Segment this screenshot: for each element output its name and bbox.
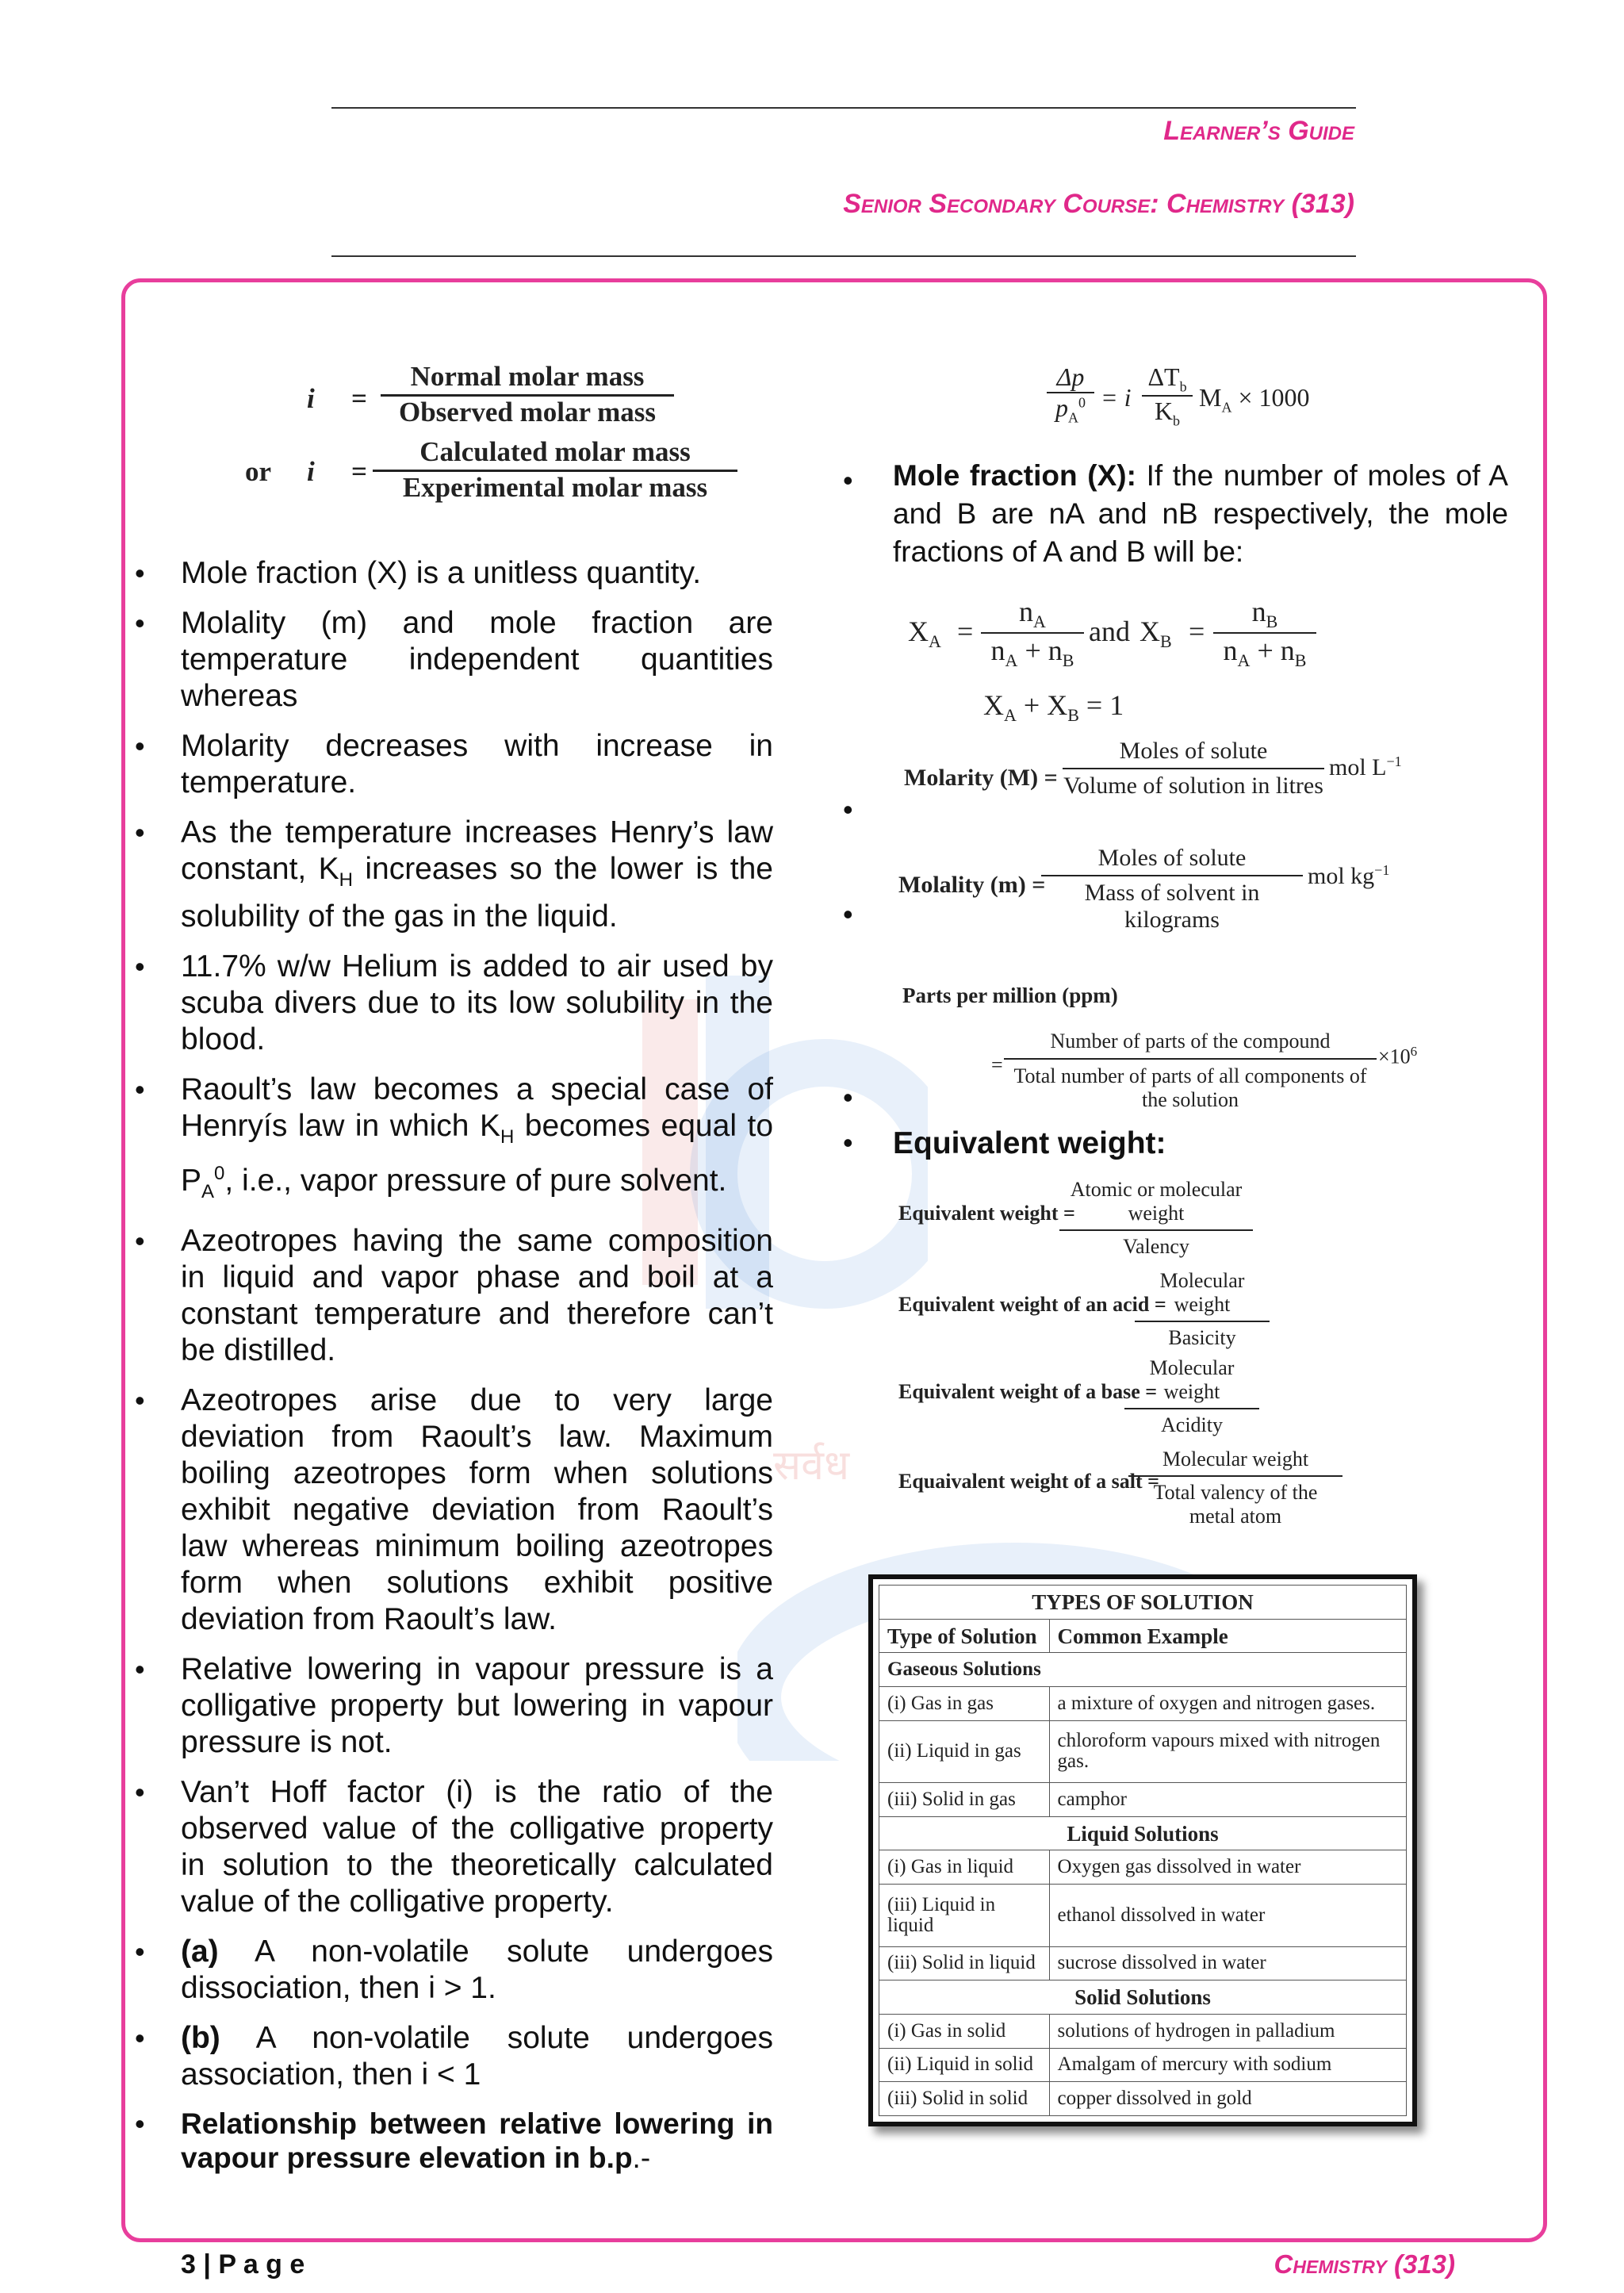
table-cell: (ii) Liquid in solid xyxy=(879,2048,1050,2082)
types-of-solution-table xyxy=(868,1574,1417,2126)
or-label: or xyxy=(245,456,272,487)
molality-formula xyxy=(898,845,1406,933)
table-row xyxy=(879,1850,1407,1885)
i-label-2: i xyxy=(307,456,315,487)
xb-den-sub-a: A xyxy=(1237,650,1251,671)
eq-row-1-num: Atomic or molecular weight xyxy=(1059,1178,1253,1231)
eq-row-3-den: Acidity xyxy=(1161,1413,1223,1436)
eq-row-1-den: Valency xyxy=(1123,1235,1189,1258)
xb-den-na: n xyxy=(1223,635,1238,667)
sum-formula xyxy=(983,688,1124,726)
eq-row-4-label-text: Equaivalent weight of a salt = xyxy=(898,1470,1159,1493)
eq-row-1-label: Equivalent weight = xyxy=(898,1202,1075,1225)
relationship-tail: .- xyxy=(632,2142,651,2175)
mole-fraction-rest: If the number of moles of A and B are nA and nB respectively, the mole fractions of A and B will be: xyxy=(893,459,1508,568)
relation-delta-t: ΔT xyxy=(1147,362,1180,391)
mole-fraction-bold: Mole fraction (X): xyxy=(893,459,1136,492)
normal-molar-mass: Normal molar mass xyxy=(381,361,674,397)
xb-num-sub: B xyxy=(1266,612,1278,632)
relation-m-sub: A xyxy=(1221,399,1232,416)
relation-times-1000: × 1000 xyxy=(1238,383,1310,412)
xa-den-na: n xyxy=(990,635,1005,667)
xb-denominator xyxy=(1213,634,1316,671)
xb-sub: B xyxy=(1160,631,1172,652)
equivalent-formulas xyxy=(898,1178,1406,1527)
ppm-sup: 6 xyxy=(1410,1044,1418,1059)
table-cell: sucrose dissolved in water xyxy=(1049,1946,1406,1980)
table-title-row xyxy=(879,1586,1407,1620)
table-cell: (ii) Liquid in gas xyxy=(879,1720,1050,1782)
i-label: i xyxy=(307,383,315,414)
eq-row-3-num: Molecular weight xyxy=(1124,1356,1259,1409)
table-cell: (iii) Solid in gas xyxy=(879,1783,1050,1817)
raoult-sup: 0 xyxy=(214,1162,225,1184)
bullet-dot-mole-fraction: • xyxy=(843,464,853,497)
xa-fraction xyxy=(981,595,1084,671)
table-cell: (iii) Solid in liquid xyxy=(879,1946,1050,1980)
xa-x: X xyxy=(908,615,929,647)
xa-den-plus: + xyxy=(1025,635,1041,667)
left-column xyxy=(135,555,773,2188)
molality-label: Molality (m) = xyxy=(898,872,1046,898)
henry-text-post: increases so the lower is the solubility of the gas in the liquid. xyxy=(181,852,773,934)
table-row xyxy=(879,2048,1407,2082)
eq-row-2-label-text: Equivalent weight of an acid = xyxy=(898,1293,1166,1316)
xa-den-sub-b: B xyxy=(1062,650,1074,671)
footer-subject: Chemistry (313) xyxy=(1274,2249,1455,2279)
calculated-molar-mass-fraction xyxy=(373,436,737,504)
bullet-azeotropes-deviation: • Azeotropes arise due to very large deviation from Raoult’s law. Maximum boiling azeotropes form when solutions exhibit negative deviation from Raoult’s law whereas minimum boiling azeotropes form when solutions exhibit positive deviation from Raoult’s law. xyxy=(135,1382,773,1638)
relation-p-sup: 0 xyxy=(1078,394,1086,411)
course-title: Senior Secondary Course: Chemistry (313) xyxy=(843,189,1354,219)
xa-sub: A xyxy=(929,631,941,652)
bullet-relative-lowering: • Relative lowering in vapour pressure is a colligative property but lowering in vapour pressure is not. xyxy=(135,1651,773,1761)
association-text: A non-volatile solute undergoes association, then i < 1 xyxy=(181,2021,773,2092)
relation-delta-tb xyxy=(1142,362,1193,397)
relation-kb-sub: b xyxy=(1173,412,1181,429)
eq-row-3-fraction xyxy=(1124,1356,1259,1437)
table-row xyxy=(879,2082,1407,2116)
ppm-times: ×10 xyxy=(1378,1045,1411,1068)
ppm-multiplier xyxy=(1378,1044,1417,1069)
ppm-denominator: Total number of parts of all components of the solution xyxy=(1013,1064,1367,1111)
table-row xyxy=(879,1783,1407,1817)
table-cell: a mixture of oxygen and nitrogen gases. xyxy=(1049,1687,1406,1721)
bullet-molality-independent: • Molality (m) and mole fraction are temperature independent quantities whereas xyxy=(135,605,773,715)
molarity-unit-text: mol L xyxy=(1329,754,1387,780)
dissociation-text: A non-volatile solute undergoes dissociation, then i > 1. xyxy=(181,1934,773,2006)
xb-den-plus: + xyxy=(1257,635,1274,667)
relation-p: p xyxy=(1055,393,1068,422)
section-row-liquid xyxy=(879,1816,1407,1850)
table-cell: (iii) Solid in solid xyxy=(879,2082,1050,2116)
equivalent-heading: Equivalent weight: xyxy=(893,1126,1166,1160)
table-header-row xyxy=(879,1619,1407,1653)
eq-row-4-label xyxy=(898,1470,1159,1494)
relation-tb-sub: b xyxy=(1179,378,1187,395)
bullet-molarity-decreases: • Molarity decreases with increase in temperature. xyxy=(135,728,773,801)
ppm-numerator: Number of parts of the compound xyxy=(1004,1030,1377,1060)
bullet-dot-ppm: • xyxy=(843,1081,853,1114)
bullet-dot-equivalent: • xyxy=(843,1126,853,1159)
eq-row-2-num: Molecular weight xyxy=(1135,1269,1270,1322)
bullet-henry-constant xyxy=(135,815,773,935)
observed-molar-mass: Observed molar mass xyxy=(398,397,657,428)
table-cell: (iii) Liquid in liquid xyxy=(879,1885,1050,1946)
ppm-title: Parts per million (ppm) xyxy=(902,984,1118,1007)
eq-row-1-fraction xyxy=(1059,1178,1253,1259)
relation-left-fraction xyxy=(1047,362,1094,426)
bullet-azeotropes-composition: • Azeotropes having the same composition in liquid and vapor phase and boil at a constant temperature and therefore can’t be distilled. xyxy=(135,1223,773,1369)
xa-denominator xyxy=(981,634,1084,671)
table-row xyxy=(879,2014,1407,2048)
eq-row-4-num: Molecular weight xyxy=(1128,1448,1342,1477)
bullet-helium: • 11.7% w/w Helium is added to air used by scuba divers due to its low solubility in the blood. xyxy=(135,949,773,1058)
raoult-sub2: A xyxy=(201,1180,215,1202)
xb-symbol xyxy=(1139,615,1172,652)
eq-row-4-fraction xyxy=(1128,1448,1342,1528)
molarity-label: Molarity (M) = xyxy=(904,765,1058,791)
equals-sign: = xyxy=(351,383,367,414)
relation-pa0 xyxy=(1047,393,1094,426)
sum-plus: + xyxy=(1023,689,1040,721)
relation-k: K xyxy=(1154,397,1174,426)
eq-row-2-fraction xyxy=(1135,1269,1270,1350)
section-solid: Solid Solutions xyxy=(879,1980,1407,2015)
xa-num-sub: A xyxy=(1033,612,1046,632)
sum-xa: X xyxy=(983,689,1004,721)
bullet-dot-molarity: • xyxy=(843,793,853,826)
xb-num-n: n xyxy=(1251,596,1266,627)
vant-hoff-formula xyxy=(242,361,749,520)
bullet-mole-fraction-unitless: • Mole fraction (X) is a unitless quantity. xyxy=(135,555,773,592)
normal-molar-mass-fraction xyxy=(381,361,674,428)
relationship-bold: Relationship between relative lowering in vapour pressure elevation in b.p xyxy=(181,2107,773,2175)
henry-text-pre: As the temperature increases Henry’s law constant, K xyxy=(181,815,773,886)
table-row xyxy=(879,1720,1407,1782)
equals-sign-2: = xyxy=(351,456,367,487)
table-row xyxy=(879,1885,1407,1946)
xb-eq: = xyxy=(1189,615,1205,647)
eq-row-3-label-text: Equivalent weight of a base = xyxy=(898,1380,1158,1403)
relation-equals: = i xyxy=(1101,383,1132,412)
section-liquid: Liquid Solutions xyxy=(879,1816,1407,1850)
mole-fraction-formula xyxy=(908,595,1352,738)
and-word: and xyxy=(1089,615,1130,647)
table-title: TYPES OF SOLUTION xyxy=(879,1586,1407,1620)
mole-fraction-text xyxy=(893,457,1508,571)
molality-unit xyxy=(1308,862,1389,890)
molality-numerator: Moles of solute xyxy=(1041,845,1303,876)
table-cell: copper dissolved in gold xyxy=(1049,2082,1406,2116)
table-cell: (i) Gas in solid xyxy=(879,2014,1050,2048)
molarity-formula xyxy=(904,738,1411,817)
table-cell: solutions of hydrogen in palladium xyxy=(1049,2014,1406,2048)
eq-row-3-label xyxy=(898,1380,1157,1404)
molality-unit-sup: −1 xyxy=(1374,862,1390,878)
xa-den-sub-a: A xyxy=(1005,650,1018,671)
col-header-type: Type of Solution xyxy=(879,1619,1050,1653)
dissociation-tag: (a) xyxy=(181,1934,219,1969)
ppm-formula xyxy=(902,984,1418,1111)
table-cell: Amalgam of mercury with sodium xyxy=(1049,2048,1406,2082)
ppm-eq: = xyxy=(991,1053,1003,1076)
molarity-denominator: Volume of solution in litres xyxy=(1063,773,1323,799)
molality-denominator: Mass of solvent in kilograms xyxy=(1084,880,1260,933)
header-rule-bottom xyxy=(331,255,1356,257)
table-cell: ethanol dissolved in water xyxy=(1049,1885,1406,1946)
table-cell: (i) Gas in liquid xyxy=(879,1850,1050,1885)
header-rule-top xyxy=(331,107,1356,109)
relation-p-sub: A xyxy=(1068,409,1078,426)
section-row-gaseous xyxy=(879,1653,1407,1687)
raoult-sub: H xyxy=(500,1125,515,1148)
molarity-unit-sup: −1 xyxy=(1386,753,1402,769)
raoult-pre: Raoult’s law becomes a special case of Henryís law in which K xyxy=(181,1072,773,1143)
sum-eq-one: = 1 xyxy=(1086,689,1124,721)
relation-right-fraction xyxy=(1142,362,1193,430)
table-row xyxy=(879,1946,1407,1980)
table-cell: camphor xyxy=(1049,1783,1406,1817)
xb-den-sub-b: B xyxy=(1294,650,1307,671)
relation-tail xyxy=(1199,383,1310,416)
table-row xyxy=(879,1687,1407,1721)
henry-sub: H xyxy=(339,869,353,891)
association-tag: (b) xyxy=(181,2021,220,2056)
xb-den-nb: n xyxy=(1280,635,1295,667)
bullet-raoult-henry xyxy=(135,1072,773,1210)
ppm-fraction xyxy=(1004,1030,1377,1112)
page-number: 3 | P a g e xyxy=(181,2249,305,2280)
table-cell: (i) Gas in gas xyxy=(879,1687,1050,1721)
relation-kb xyxy=(1142,397,1193,429)
sum-xb-sub: B xyxy=(1067,705,1079,726)
relation-delta-p: Δp xyxy=(1047,362,1094,393)
eq-row-4-den: Total valency of the metal atom xyxy=(1153,1481,1318,1528)
calculated-molar-mass: Calculated molar mass xyxy=(373,436,737,472)
bullet-association xyxy=(135,2020,773,2093)
xb-x: X xyxy=(1139,615,1160,647)
solution-table xyxy=(879,1585,1407,2116)
molarity-fraction xyxy=(1063,738,1324,799)
guide-title: Learner’s Guide xyxy=(1163,116,1354,146)
molarity-numerator: Moles of solute xyxy=(1063,738,1324,769)
xa-den-nb: n xyxy=(1048,635,1063,667)
xa-num-n: n xyxy=(1019,596,1034,627)
xb-numerator xyxy=(1213,595,1316,634)
xa-symbol xyxy=(908,615,941,652)
raoult-post: , i.e., vapor pressure of pure solvent. xyxy=(224,1163,727,1198)
bullet-vant-hoff-factor: • Van’t Hoff factor (i) is the ratio of the observed value of the colligative property in solution to the theoretically calculated value of the colligative property. xyxy=(135,1774,773,1920)
watermark-devanagari: सर्वध xyxy=(773,1442,850,1490)
molality-fraction xyxy=(1041,845,1303,934)
relation-formula xyxy=(1047,361,1388,448)
sum-xb: X xyxy=(1047,689,1068,721)
eq-row-2-den: Basicity xyxy=(1168,1326,1236,1349)
col-header-example: Common Example xyxy=(1049,1619,1406,1653)
table-cell: chloroform vapours mixed with nitrogen gas. xyxy=(1049,1720,1406,1782)
xa-numerator xyxy=(981,595,1084,634)
xa-eq: = xyxy=(957,615,974,647)
bullet-dot-molality: • xyxy=(843,898,853,930)
xb-fraction xyxy=(1213,595,1316,671)
relation-m: M xyxy=(1199,383,1222,412)
raoult-mid: becomes equal to P xyxy=(181,1108,774,1198)
bullet-dissociation xyxy=(135,1934,773,2007)
experimental-molar-mass: Experimental molar mass xyxy=(402,472,708,503)
sum-xa-sub: A xyxy=(1004,705,1017,726)
molality-unit-text: mol kg xyxy=(1308,863,1375,889)
bullet-relationship xyxy=(135,2107,773,2175)
section-row-solid xyxy=(879,1980,1407,2015)
table-cell: Oxygen gas dissolved in water xyxy=(1049,1850,1406,1885)
molarity-unit xyxy=(1329,753,1402,781)
eq-row-2-label xyxy=(898,1293,1166,1317)
section-gaseous: Gaseous Solutions xyxy=(879,1653,1407,1687)
